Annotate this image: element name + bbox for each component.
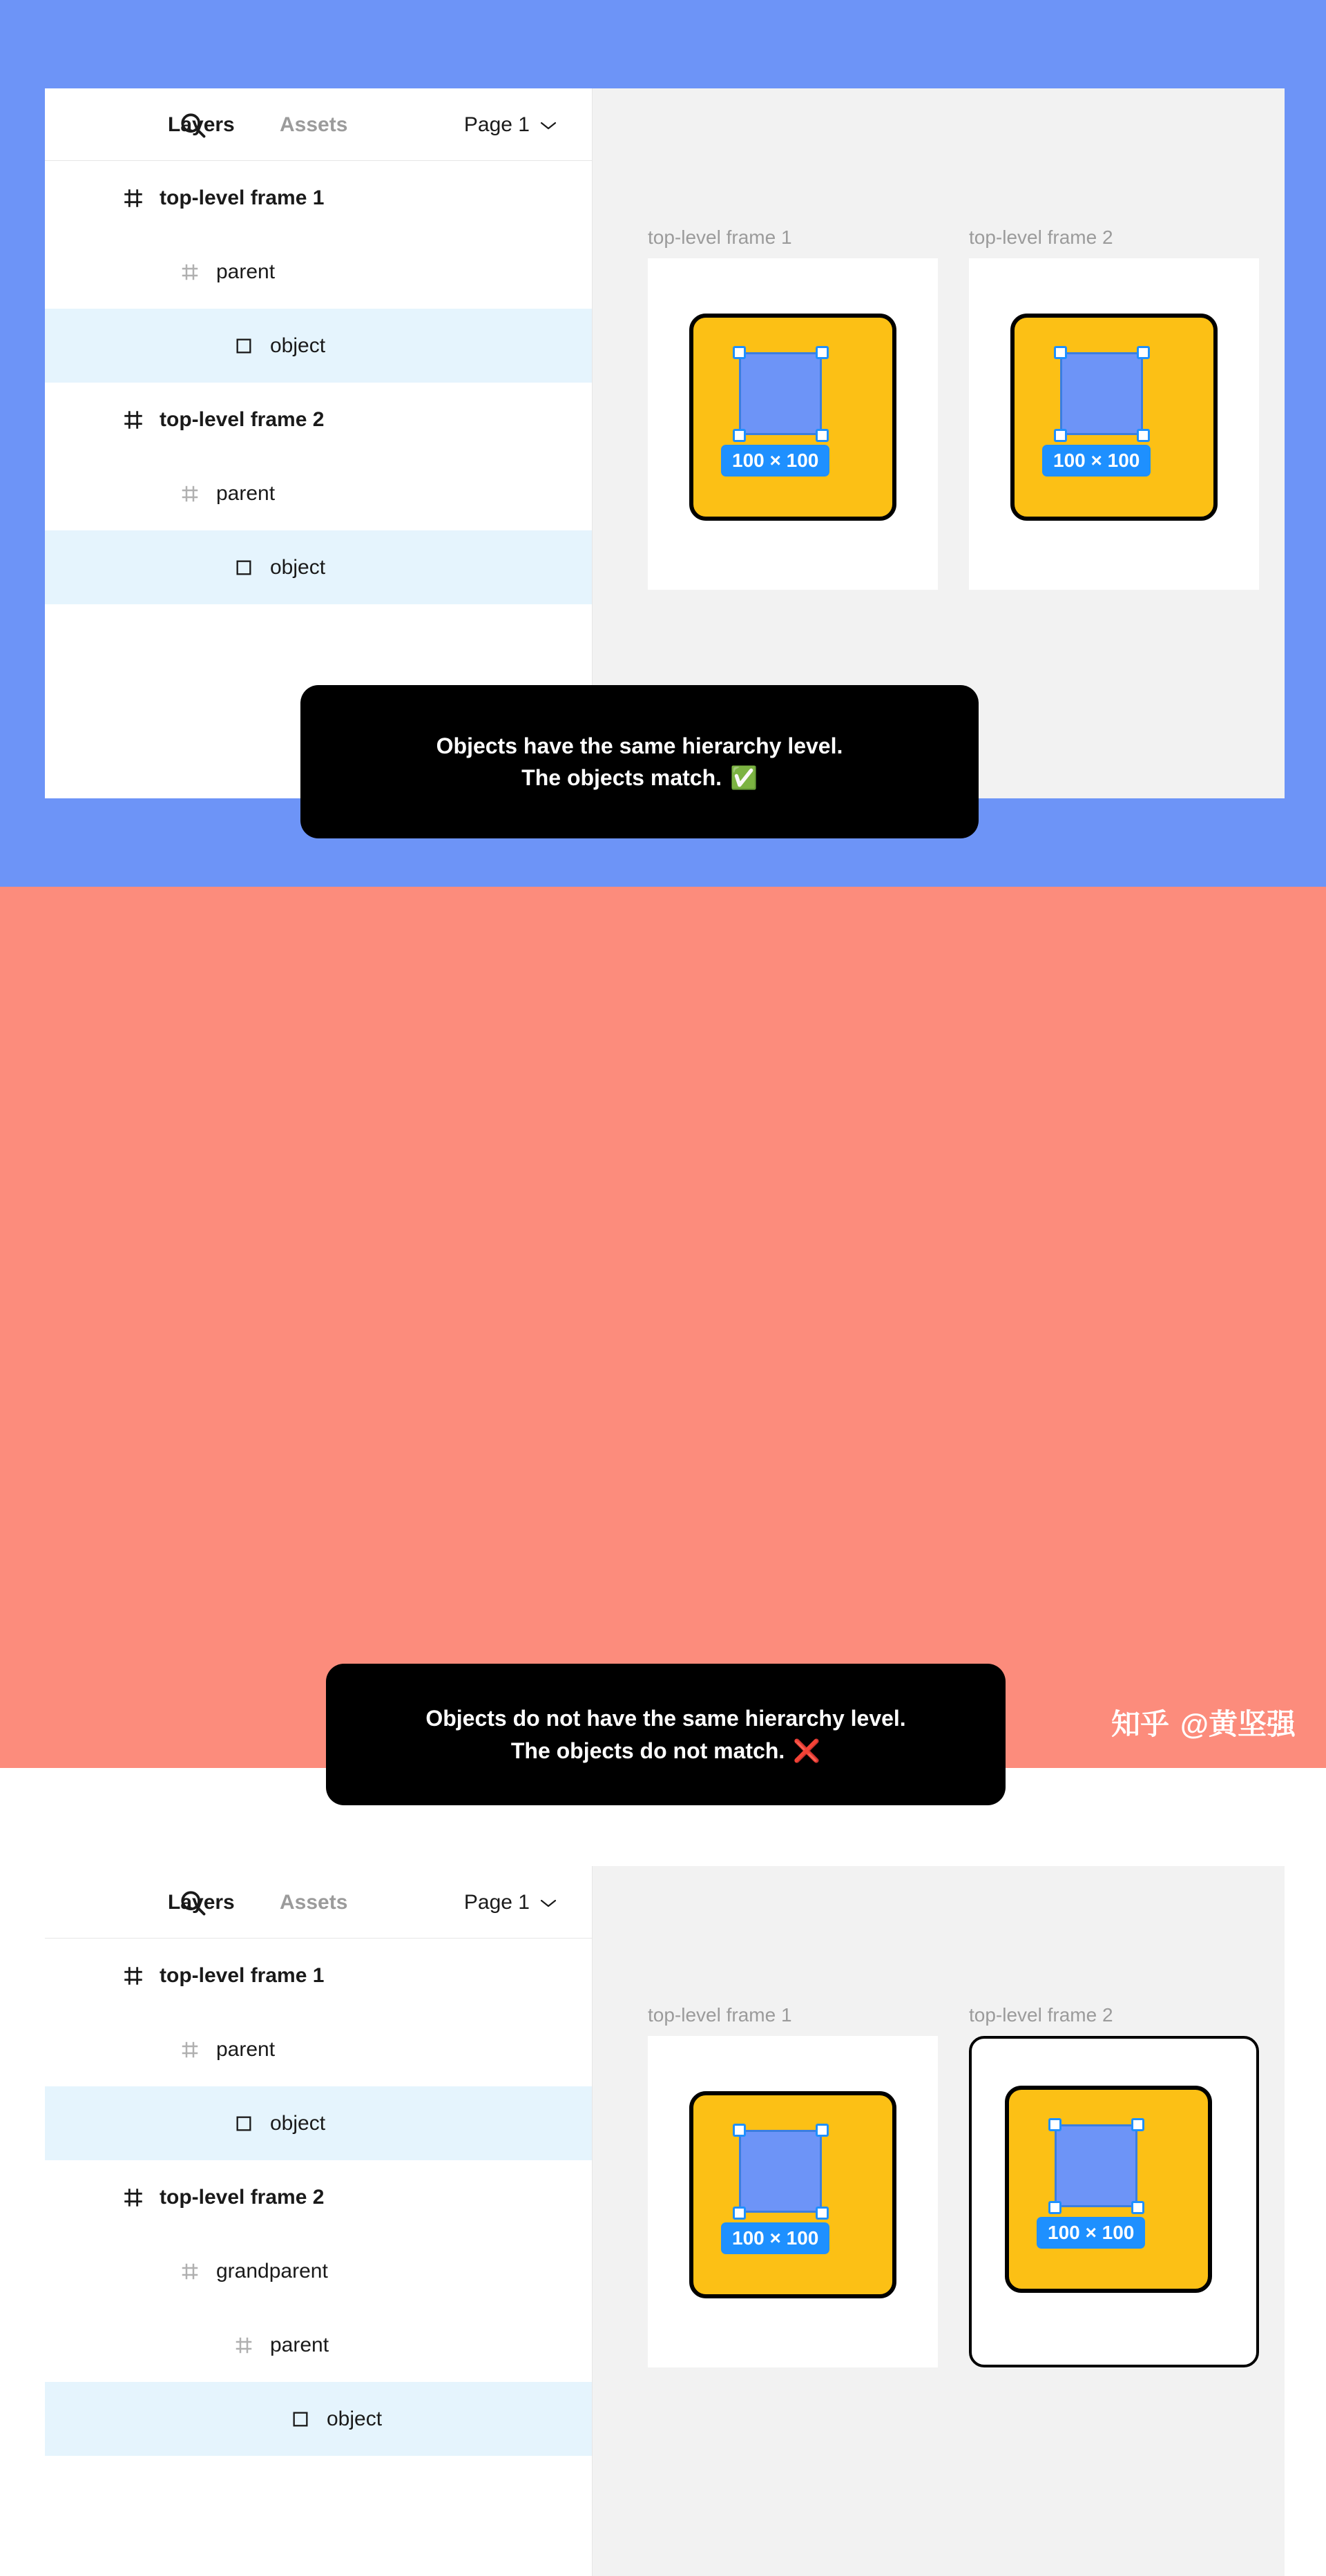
check-mark-icon: ✅: [730, 765, 758, 790]
tooltip-line-1: Objects do not have the same hierarchy level.: [425, 1706, 906, 1731]
resize-handle[interactable]: [1137, 346, 1150, 359]
layer-row[interactable]: [45, 2086, 592, 2160]
chevron-down-icon: [539, 1891, 557, 1914]
rectangle-icon: [231, 555, 256, 580]
frame-box[interactable]: [648, 258, 938, 590]
yellow-card[interactable]: [1010, 314, 1218, 521]
size-badge: 100 × 100: [721, 2222, 829, 2254]
resize-handle[interactable]: [816, 346, 829, 359]
frame-icon: [121, 2185, 146, 2210]
resize-handle[interactable]: [733, 2207, 746, 2220]
page-selector-label: Page 1: [463, 1891, 530, 1914]
canvas-frame-label: top-level frame 2: [969, 227, 1113, 248]
frame-box[interactable]: [969, 258, 1259, 590]
layer-row[interactable]: [45, 2308, 592, 2382]
layer-row[interactable]: [45, 161, 592, 235]
canvas-frame-2: [969, 227, 1259, 590]
resize-handle[interactable]: [733, 429, 746, 442]
size-badge: 100 × 100: [721, 445, 829, 477]
layer-row[interactable]: [45, 1939, 592, 2012]
frame-icon: [231, 2333, 256, 2358]
resize-handle[interactable]: [733, 346, 746, 359]
layer-row[interactable]: [45, 2234, 592, 2308]
page-selector[interactable]: [464, 1891, 557, 1914]
callout-tooltip-mismatch: [326, 1664, 1006, 1805]
layer-row[interactable]: [45, 383, 592, 456]
layer-label: parent: [216, 2037, 276, 2061]
canvas-frame-2: [969, 2004, 1259, 2367]
layer-row[interactable]: [45, 2012, 592, 2086]
frame-icon: [177, 2259, 202, 2284]
layer-row[interactable]: [45, 456, 592, 530]
panel-mismatch-example: [0, 887, 1326, 2430]
tooltip-line-2-wrap: [511, 1735, 820, 1767]
frame-icon: [177, 481, 202, 506]
layer-label: grandparent: [216, 2259, 328, 2282]
yellow-card[interactable]: [689, 2091, 896, 2298]
resize-handle[interactable]: [816, 429, 829, 442]
layer-label: object: [327, 2407, 383, 2430]
layers-sidebar-bottom: [45, 1866, 593, 2576]
tab-assets[interactable]: Assets: [280, 113, 348, 136]
resize-handle[interactable]: [816, 2207, 829, 2220]
frame-icon: [121, 1963, 146, 1988]
tab-layers[interactable]: Layers: [168, 113, 235, 136]
tab-layers[interactable]: Layers: [168, 1891, 235, 1914]
resize-handle[interactable]: [733, 2124, 746, 2137]
cross-mark-icon: ❌: [793, 1738, 821, 1763]
page-selector-label: Page 1: [463, 113, 530, 136]
tooltip-line-2-wrap: [521, 762, 758, 794]
layer-row[interactable]: [45, 309, 592, 383]
yellow-card[interactable]: [1005, 2086, 1212, 2293]
resize-handle[interactable]: [1054, 346, 1067, 359]
layer-label: object: [270, 555, 326, 579]
watermark-logo: 知乎: [1111, 1708, 1170, 1740]
frame-icon: [177, 260, 202, 285]
rectangle-icon: [288, 2407, 313, 2432]
watermark: [1111, 1702, 1296, 1743]
frame-box[interactable]: [648, 2036, 938, 2367]
layer-label: object: [270, 334, 326, 357]
resize-handle[interactable]: [1048, 2201, 1061, 2214]
canvas-frame-label: top-level frame 1: [648, 2004, 792, 2026]
layer-label: parent: [270, 2333, 329, 2356]
panel-matching-example: [0, 0, 1326, 887]
rectangle-icon: [231, 2111, 256, 2136]
layer-row[interactable]: [45, 2382, 592, 2456]
frame-icon: [121, 186, 146, 211]
size-badge: 100 × 100: [1037, 2217, 1145, 2249]
layer-row[interactable]: [45, 530, 592, 604]
layer-row[interactable]: [45, 2160, 592, 2234]
layer-label: object: [270, 2111, 326, 2135]
callout-tooltip-match: [300, 685, 979, 838]
layer-label: top-level frame 2: [160, 407, 325, 431]
selected-object[interactable]: [1055, 2124, 1137, 2207]
canvas-frame-label: top-level frame 2: [969, 2004, 1113, 2026]
watermark-handle: @黄坚强: [1180, 1708, 1296, 1740]
selected-object[interactable]: [739, 352, 822, 435]
resize-handle[interactable]: [1048, 2118, 1061, 2131]
resize-handle[interactable]: [1054, 429, 1067, 442]
page-selector[interactable]: [464, 113, 557, 137]
frame-box[interactable]: [969, 2036, 1259, 2367]
tooltip-line-1: Objects have the same hierarchy level.: [436, 733, 843, 758]
resize-handle[interactable]: [1131, 2118, 1144, 2131]
layer-label: parent: [216, 260, 276, 283]
tab-assets[interactable]: Assets: [280, 1891, 348, 1914]
canvas-frame-1: [648, 2004, 938, 2367]
resize-handle[interactable]: [1131, 2201, 1144, 2214]
layer-label: top-level frame 1: [160, 186, 325, 209]
tooltip-line-2: The objects match.: [521, 765, 722, 790]
rectangle-icon: [231, 334, 256, 358]
selected-object[interactable]: [1060, 352, 1143, 435]
size-badge: 100 × 100: [1042, 445, 1151, 477]
yellow-card[interactable]: [689, 314, 896, 521]
frame-icon: [177, 2037, 202, 2062]
resize-handle[interactable]: [816, 2124, 829, 2137]
layer-label: parent: [216, 481, 276, 505]
figma-window-bottom: [45, 1866, 1285, 2576]
canvas-frame-1: [648, 227, 938, 590]
canvas-frame-label: top-level frame 1: [648, 227, 792, 248]
tooltip-line-2: The objects do not match.: [510, 1738, 785, 1763]
layer-label: top-level frame 2: [160, 2185, 325, 2209]
layer-row[interactable]: [45, 235, 592, 309]
sidebar-header: [45, 1866, 592, 1939]
layer-label: top-level frame 1: [160, 1963, 325, 1987]
frame-icon: [121, 407, 146, 432]
selected-object[interactable]: [739, 2130, 822, 2213]
resize-handle[interactable]: [1137, 429, 1150, 442]
sidebar-header: [45, 88, 592, 161]
chevron-down-icon: [539, 113, 557, 137]
figma-canvas-bottom[interactable]: [593, 1866, 1285, 2576]
